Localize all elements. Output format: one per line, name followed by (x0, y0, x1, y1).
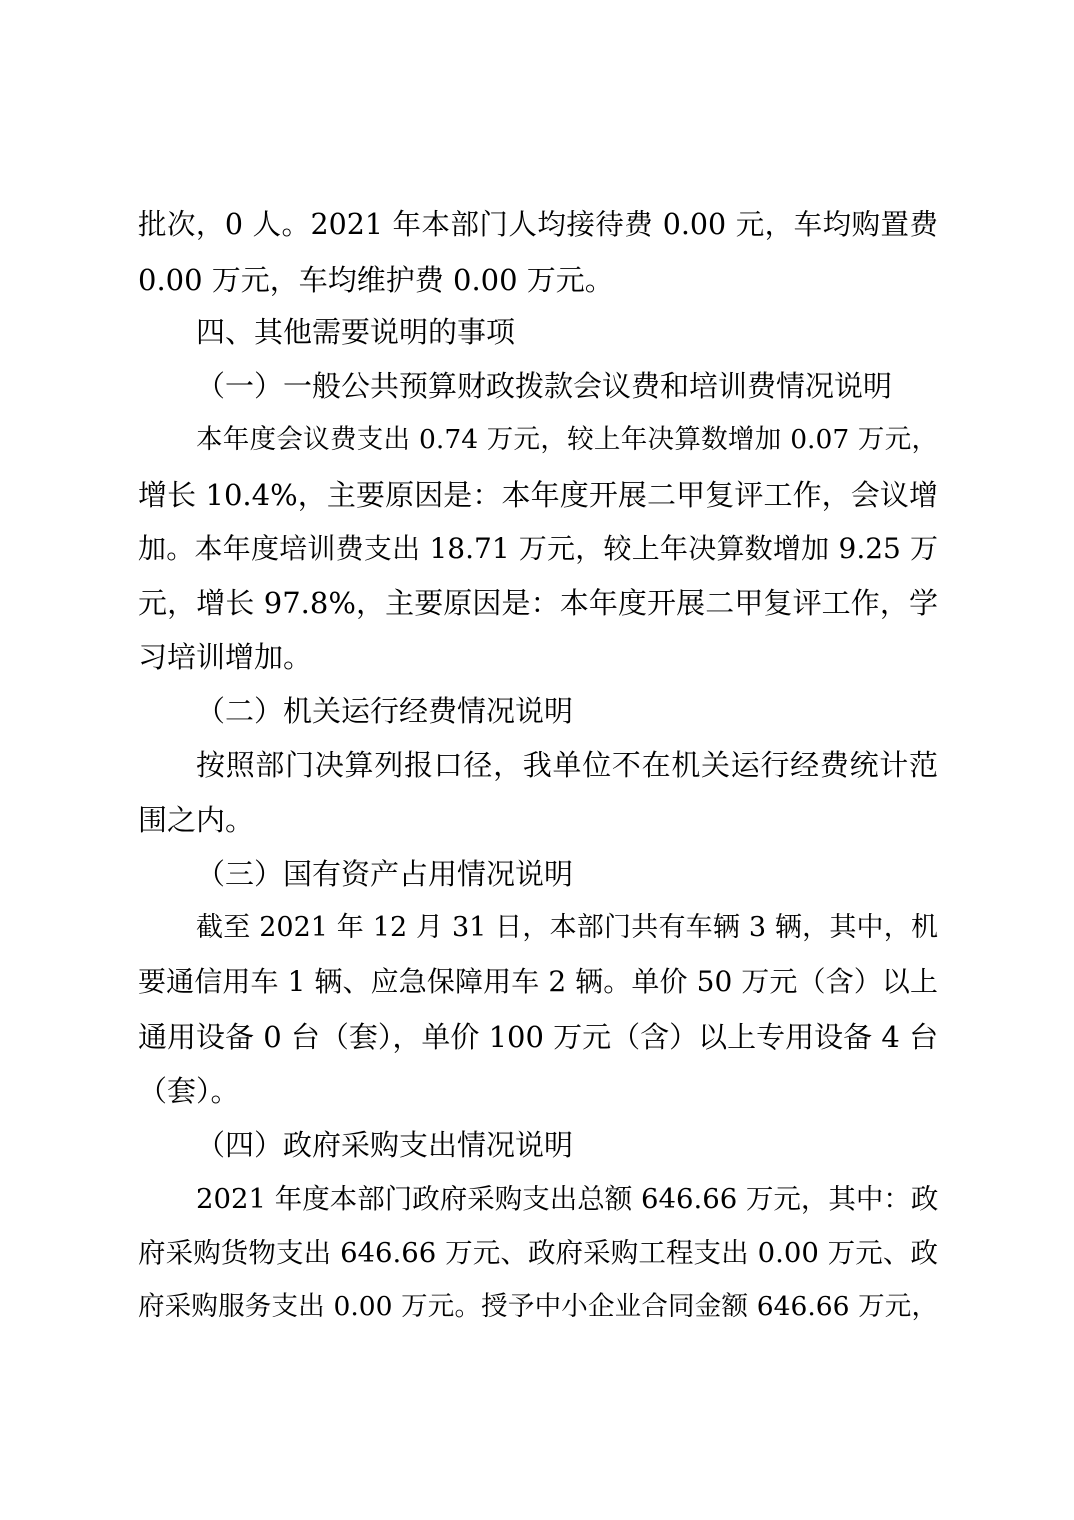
paragraph-line: 围之内。 (138, 803, 255, 837)
paragraph-line: 本年度会议费支出 0.74 万元，较上年决算数增加 0.07 万元， (196, 424, 938, 455)
subsection-heading: （三）国有资产占用情况说明 (196, 857, 574, 891)
paragraph-line: 批次，0 人。2021 年本部门人均接待费 0.00 元，车均购置费 (138, 208, 938, 241)
subsection-heading: （一）一般公共预算财政拨款会议费和培训费情况说明 (196, 369, 893, 403)
paragraph-line: 要通信用车 1 辆、应急保障用车 2 辆。单价 50 万元（含）以上 (138, 965, 938, 998)
paragraph-line: 习培训增加。 (138, 640, 313, 674)
paragraph-line: 通用设备 0 台（套），单价 100 万元（含）以上专用设备 4 台 (138, 1020, 939, 1054)
paragraph-line: 元，增长 97.8%，主要原因是：本年度开展二甲复评工作，学 (138, 586, 938, 620)
paragraph-line: 增长 10.4%，主要原因是：本年度开展二甲复评工作，会议增 (138, 478, 938, 512)
paragraph-line: 2021 年度本部门政府采购支出总额 646.66 万元，其中：政 (196, 1183, 939, 1215)
subsection-heading: （二）机关运行经费情况说明 (196, 694, 574, 728)
paragraph-line: 府采购服务支出 0.00 万元。授予中小企业合同金额 646.66 万元， (138, 1291, 938, 1322)
paragraph-line: （套）。 (138, 1074, 240, 1108)
paragraph-line: 府采购货物支出 646.66 万元、政府采购工程支出 0.00 万元、政 (138, 1237, 938, 1269)
section-heading: 四、其他需要说明的事项 (196, 315, 516, 349)
paragraph-line: 加。本年度培训费支出 18.71 万元，较上年决算数增加 9.25 万 (138, 532, 938, 565)
paragraph-line: 按照部门决算列报口径，我单位不在机关运行经费统计范 (196, 748, 938, 782)
paragraph-line: 0.00 万元，车均维护费 0.00 万元。 (138, 263, 614, 297)
subsection-heading: （四）政府采购支出情况说明 (196, 1128, 574, 1162)
paragraph-line: 截至 2021 年 12 月 31 日，本部门共有车辆 3 辆，其中，机 (196, 912, 938, 943)
